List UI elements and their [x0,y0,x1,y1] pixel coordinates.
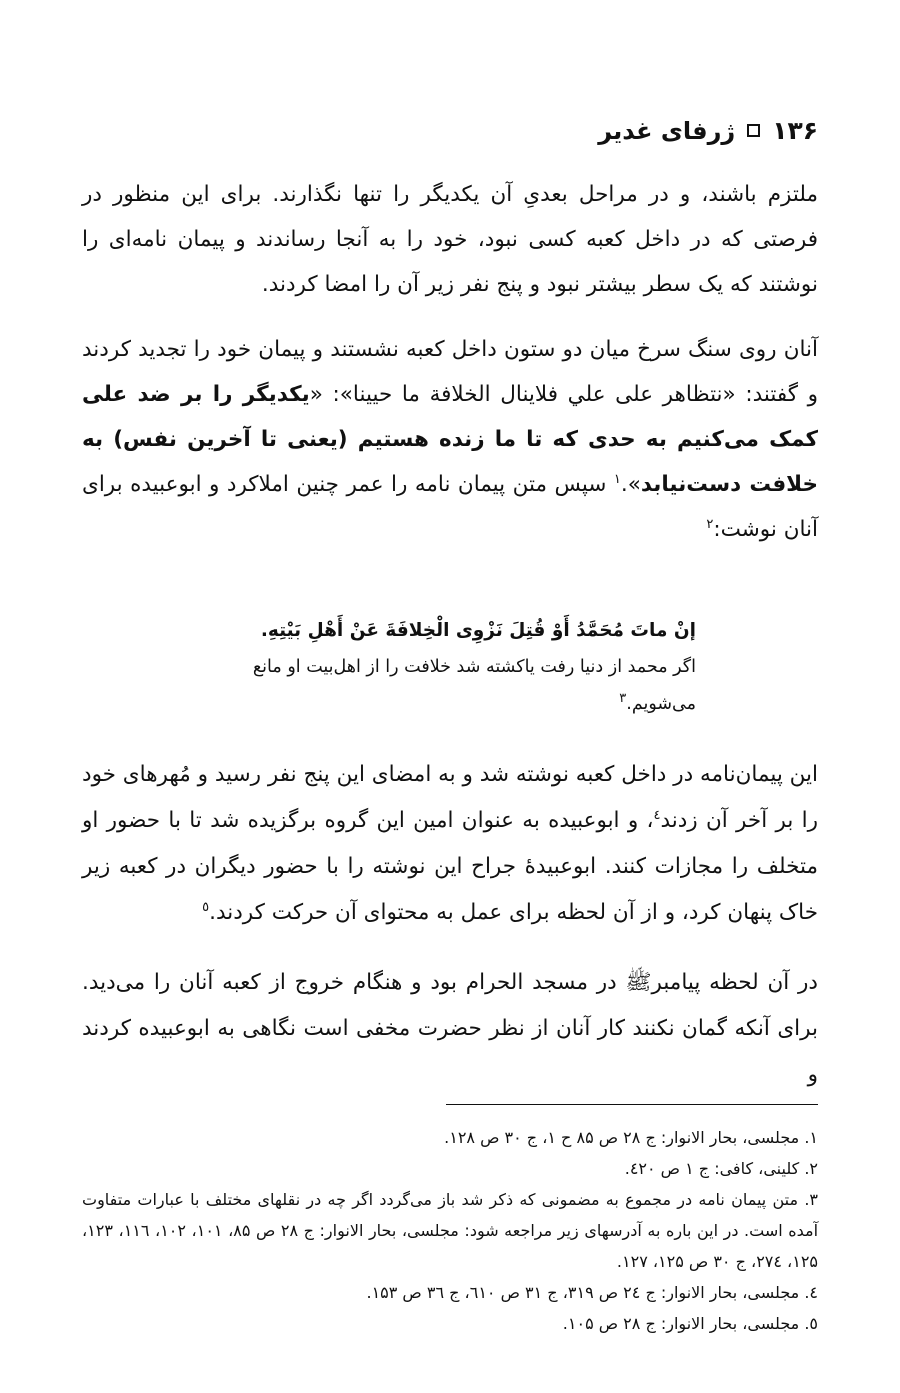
footnote-4: ٤. مجلسی، بحار الانوار: ج ۲٤ ص ۳۱۹، ج ۳۱ ص ٦۱۰، ج ۳٦ ص ۱۵۳. [366,1283,818,1302]
running-header [598,116,818,145]
footnote-5: ٥. مجلسی، بحار الانوار: ج ۲۸ ص ۱۰۵. [562,1314,818,1333]
footnote-ref-1[interactable]: ۱ [613,471,621,487]
body-text-top [82,172,818,552]
paragraph-3-a: این پیمان‌نامه در داخل کعبه نوشته شد و به امضای این پنج نفر رسید و مُهرهای خود را بر آخر آن زدند [82,762,818,833]
footnote-1: ۱. مجلسی، بحار الانوار: ج ۲۸ ص ۸۵ ح ۱، ج ۳۰ ص ۱۲۸. [444,1128,818,1147]
footnote-ref-3[interactable]: ۳ [619,691,627,707]
paragraph-1: ملتزم باشند، و در مراحل بعدیِ آن یکدیگر را تنها نگذارند. برای این منظور در فرصتی که در داخل کعبه کسی نبود، خود را به آنجا رساندند و پیمان نامه‌ای را نوشتند که یک سطر بیشتر نبود و پنج نفر زیر آن را امضا کردند. [82,182,818,297]
paragraph-3-b: ، و ابوعبیده به عنوان امین این گروه برگزیده شد تا با حضور او متخلف را مجازات کنند. ابوعبیدهٔ جراح این نوشته را با حضور دیگران در کعبه زیر خاک پنهان کرد، و از آن لحظه برای عمل به محتوای آن حرکت کردند. [82,808,818,925]
pact-translation-text: اگر محمد از دنیا رفت یاکشته شد خلافت را از اهل‌بیت او مانع می‌شویم. [252,657,696,714]
paragraph-4: در آن لحظه پیامبرﷺ در مسجد الحرام بود و هنگام خروج از کعبه آنان را می‌دید. برای آنکه گمان نکنند کار آنان از نظر حضرت مخفی است نگاهی به ابوعبیده کردند و [82,970,818,1087]
paragraph-2-tail: سپس متن پیمان نامه را عمر چنین املاکرد و ابوعبیده برای آنان نوشت: [82,472,818,542]
pact-translation [176,649,696,723]
paragraph-3 [82,752,818,936]
footnotes [82,1122,818,1339]
paragraph-2 [82,327,818,552]
footnote-2: ۲. کلینی، کافی: ج ۱ ص ٤۲۰. [624,1159,818,1178]
pact-arabic-text: إنْ ماتَ مُحَمَّدُ أَوْ قُتِلَ نَزْوِی الْخِلافَةَ عَنْ أَهْلِ بَیْتِهِ. [260,620,696,641]
footnote-ref-5[interactable]: ٥ [202,899,210,915]
page-number: ۱۳۶ [772,116,818,145]
paragraph-2-intro: آنان روی سنگ سرخ میان دو ستون داخل کعبه نشستند و پیمان خود را تجدید کردند و گفتند: «نتظاهر علی علي فلاینال الخلافة ما حیینا»: « [82,337,818,407]
footnote-ref-2[interactable]: ۲ [706,516,714,532]
footnote-divider [446,1104,818,1105]
footnote-ref-4[interactable]: ٤ [653,807,661,823]
paragraph-2-close: ». [620,472,641,497]
book-title: ژرفای غدیر [598,116,736,145]
footnote-3: ۳. متن پیمان نامه در مجموع به مضمونی که ذکر شد باز می‌گردد اگر چه در نقلهای مختلف با عبارات متفاوت آمده است. در این باره به آدرسهای زیر مراجعه شود: مجلسی، بحار الانوار: ج ۲۸ ص ۸۵، ۱۰۱، ۱۰۲، ۱۱٦، ۱۲۳، ۱۲۵، ۲۷٤، ج ۳۰ ص ۱۲۵، ۱۲۷. [82,1190,819,1271]
paragraph-2-emphasis: یکدیگر را بر ضد علی کمک می‌کنیم به حدی که تا ما زنده هستیم (یعنی تا آخرین نفس) به خلافت دست‌نیابد [82,382,818,497]
square-ornament-icon [747,124,760,137]
quoted-pact [176,612,696,723]
body-text-bottom [82,752,818,1098]
